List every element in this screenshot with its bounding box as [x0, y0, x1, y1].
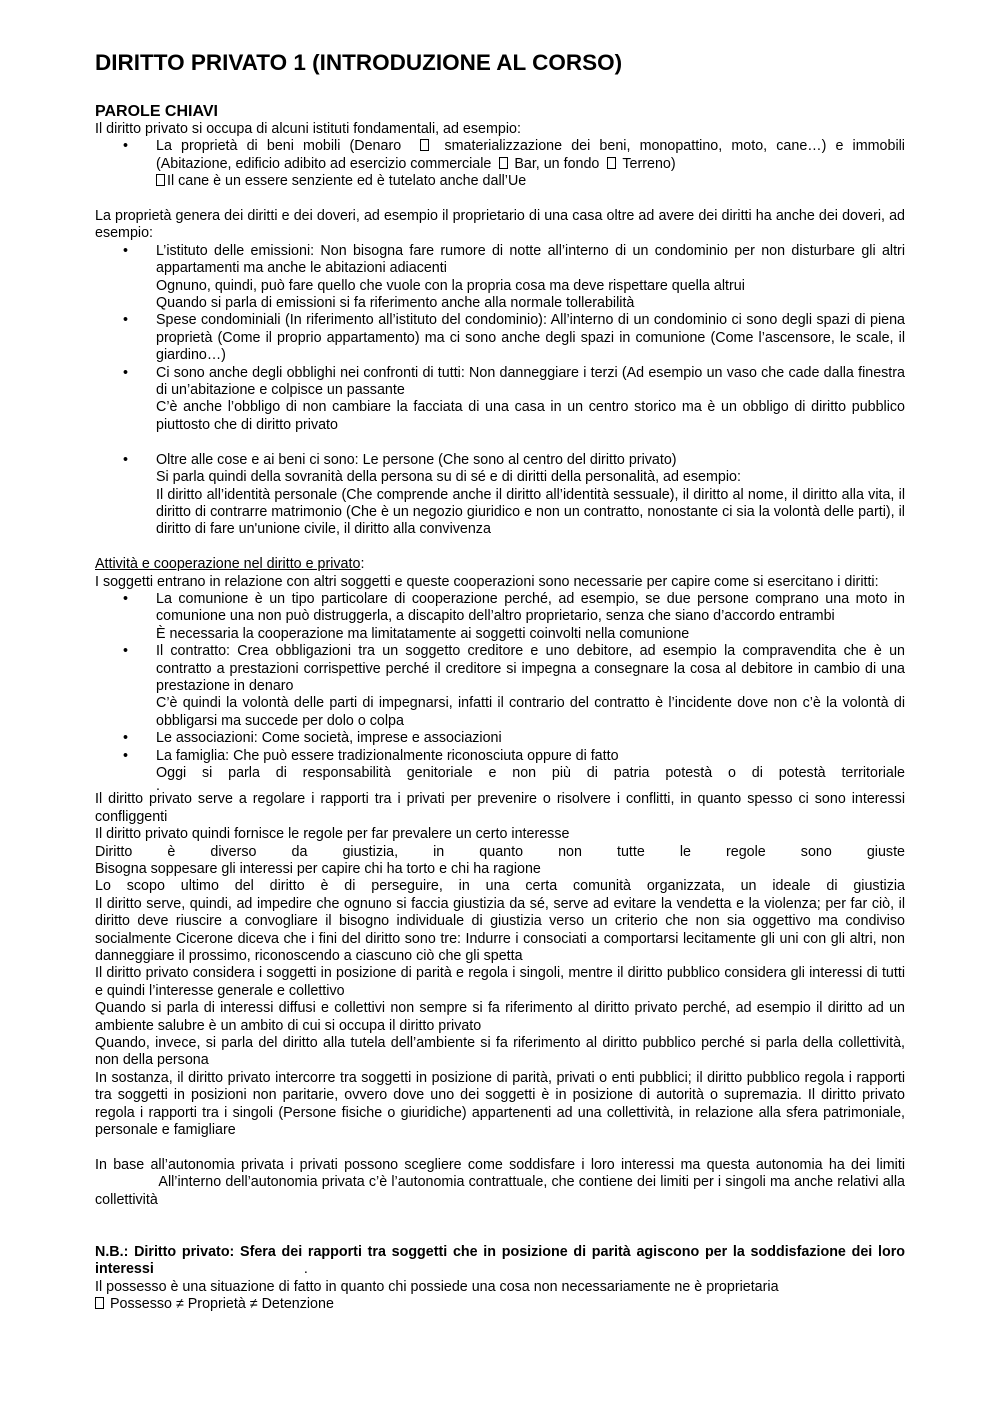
paragraph: I soggetti entrano in relazione con altri soggetti e queste cooperazioni sono necessarie per capire come si esercitano i diritti:	[95, 573, 879, 590]
paragraph: In sostanza, il diritto privato intercorre tra soggetti in posizione di parità, privati o enti pubblici; il diritto pubblico regola i rapporti tra soggetti in posizioni non paritarie, ovvero dove uno dei soggetti è in posizione di autorità o supremazia. Il diritto privato regola i rapporti tra i singoli (Persone fisiche o giuridiche) appartenenti ad una collettività, in relazione alla sfera patrimoniale, personale e famigliare	[95, 1069, 905, 1139]
section-heading-attivita: Attività e cooperazione nel diritto e privato:	[95, 556, 365, 573]
paragraph: Il diritto privato quindi fornisce le regole per far prevalere un certo interesse	[95, 826, 570, 843]
list-continuation: Quando si parla di emissioni si fa riferimento anche alla normale tollerabilità	[156, 295, 635, 312]
missing-glyph-icon	[607, 157, 616, 169]
bullet-list	[95, 643, 905, 695]
list-continuation: C’è anche l’obbligo di non cambiare la facciata di una casa in un centro storico ma è un obbligo di diritto pubblico piuttosto che di diritto privato	[156, 399, 905, 433]
list-continuation: Il cane è un essere senziente ed è tutelato anche dall’Ue	[95, 173, 905, 190]
paragraph: Il possesso è una situazione di fatto in quanto chi possiede una cosa non necessariamente ne è proprietaria	[95, 1278, 779, 1295]
paragraph: Lo scopo ultimo del diritto è di perseguire, in una certa comunità organizzata, un ideale di giustizia	[95, 878, 905, 895]
bullet-list	[95, 730, 905, 765]
paragraph: Il diritto privato serve a regolare i rapporti tra i privati per prevenire o risolvere i conflitti, in quanto spesso ci sono interessi confliggenti	[95, 791, 905, 825]
missing-glyph-icon	[95, 1297, 104, 1309]
paragraph: Possesso ≠ Proprietà ≠ Detenzione	[95, 1296, 905, 1313]
list-item: • Oltre alle cose e ai beni ci sono: Le persone (Che sono al centro del diritto privato)	[95, 452, 905, 469]
list-item: • La famiglia: Che può essere tradizionalmente riconosciuta oppure di fatto	[95, 748, 905, 765]
paragraph: Il diritto privato considera i soggetti in posizione di parità e regola i singoli, mentre il diritto pubblico considera gli interessi di tutti e quindi l’interesse generale e collettivo	[95, 965, 905, 999]
list-item: • Il contratto: Crea obbligazioni tra un soggetto creditore e uno debitore, ad esempio la compravendita che è un contratto a prestazioni corrispettive perché il creditore si impegna a consegnare la cosa al debitore in cambio di una prestazione in denaro	[95, 643, 905, 695]
document-page	[95, 40, 905, 1314]
list-item: • La comunione è un tipo particolare di cooperazione perché, ad esempio, se due persone comprano una moto in comunione una non può distruggerla, a discapito dell’altro proprietario, senza che siano d’accordo entrambi	[95, 591, 905, 626]
list-continuation: .	[156, 778, 160, 795]
paragraph: In base all’autonomia privata i privati possono scegliere come soddisfare i loro interessi ma questa autonomia ha dei limiti All’interno dell’autonomia privata c’è l’autonomia contrattuale, che contiene dei limiti per i singoli ma anche relativi alla collettività	[95, 1156, 905, 1208]
nb-note: N.B.: Diritto privato: Sfera dei rapporti tra soggetti che in posizione di parità agiscono per la soddisfazione dei loro interessi .	[95, 1243, 905, 1278]
list-continuation: Si parla quindi della sovranità della persona su di sé e di diritti della personalità, ad esempio:	[156, 469, 741, 486]
list-item: • Spese condominiali (In riferimento all’istituto del condominio): All’interno di un condominio ci sono degli spazi di piena proprietà (Come il proprio appartamento) ma ci sono anche degli spazi in comunione (Come l’ascensore, le scale, il giardino…)	[95, 312, 905, 364]
list-continuation: Ognuno, quindi, può fare quello che vuole con la propria cosa ma deve rispettare quella altrui	[156, 277, 745, 294]
missing-glyph-icon	[420, 139, 429, 151]
missing-glyph-icon	[156, 174, 165, 186]
list-continuation: È necessaria la cooperazione ma limitatamente ai soggetti coinvolti nella comunione	[156, 625, 690, 642]
paragraph: Quando si parla di interessi diffusi e collettivi non sempre si fa riferimento al diritto privato perché, ad esempio il diritto ad un ambiente salubre è un ambito di cui si occupa il diritto privato	[95, 1000, 905, 1034]
section-heading-parole-chiavi: PAROLE CHIAVI	[95, 103, 218, 120]
paragraph: Il diritto serve, quindi, ad impedire che ognuno si faccia giustizia da sé, serve ad evitare la vendetta e la violenza; per far ciò, il diritto deve riuscire a convogliare il bisogno individuale di giustizia verso un criterio che non sia oggettivo ma condiviso socialmente Cicerone diceva che i fini del diritto sono tre: Indurre i consociati a comportarsi lecitamente gli uni con gli altri, non danneggiare il prossimo, riconoscendo a ciascuno ciò che gli spetta	[95, 895, 905, 965]
list-continuation: C’è quindi la volontà delle parti di impegnarsi, infatti il contrario del contratto è l’incidente dove non c’è la volontà di obbligarsi ma succede per dolo o colpa	[156, 695, 905, 729]
list-continuation: Oggi si parla di responsabilità genitoriale e non più di patria potestà o di potestà territoriale	[156, 764, 905, 781]
paragraph: Diritto è diverso da giustizia, in quanto non tutte le regole sono giuste	[95, 843, 905, 860]
paragraph: Il diritto privato si occupa di alcuni istituti fondamentali, ad esempio:	[95, 121, 521, 137]
list-item: • Le associazioni: Come società, imprese e associazioni	[95, 730, 905, 747]
list-continuation: Il diritto all’identità personale (Che comprende anche il diritto all’identità sessuale), il diritto al nome, il diritto alla vita, il diritto di contrarre matrimonio (Che è un negozio giuridico e non un contratto, nonostante ci sia la volontà delle parti), il diritto di fare un'unione civile, il diritto alla convivenza	[156, 486, 905, 538]
list-item: • La proprietà di beni mobili (Denaro smaterializzazione dei beni, monopattino, moto, cane…) e immobili (Abitazione, edificio adibito ad esercizio commerciale Bar, un fondo Terreno)	[95, 138, 905, 173]
bullet-list	[95, 243, 905, 278]
bullet-list	[95, 312, 905, 399]
paragraph: Quando, invece, si parla del diritto alla tutela dell’ambiente si fa riferimento al diritto pubblico perché si parla della collettività, non della persona	[95, 1035, 905, 1069]
bullet-list	[95, 591, 905, 626]
list-item: • Ci sono anche degli obblighi nei confronti di tutti: Non danneggiare i terzi (Ad esempio un vaso che cade dalla finestra di un’abitazione e colpisce un passante	[95, 365, 905, 400]
bullet-list	[95, 138, 905, 173]
bullet-list	[95, 452, 905, 469]
paragraph: La proprietà genera dei diritti e dei doveri, ad esempio il proprietario di una casa oltre ad avere dei diritti ha anche dei doveri, ad esempio:	[95, 208, 905, 242]
list-item: • L’istituto delle emissioni: Non bisogna fare rumore di notte all’interno di un condominio per non disturbare gli altri appartamenti ma anche le abitazioni adiacenti	[95, 243, 905, 278]
page-title: DIRITTO PRIVATO 1 (INTRODUZIONE AL CORSO)	[95, 50, 623, 75]
paragraph: Bisogna soppesare gli interessi per capire chi ha torto e chi ha ragione	[95, 861, 541, 878]
missing-glyph-icon	[499, 157, 508, 169]
